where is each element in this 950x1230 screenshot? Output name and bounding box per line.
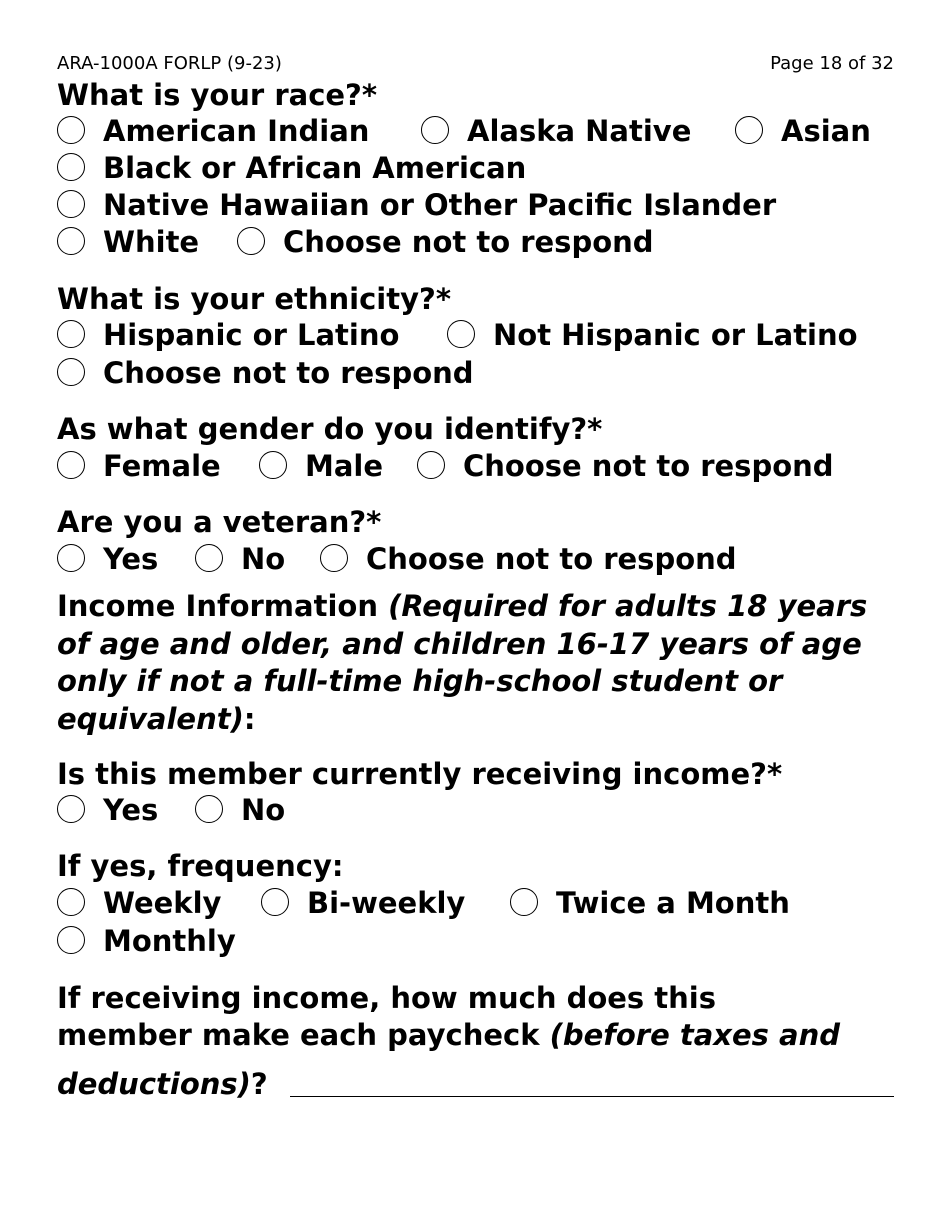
radio-button-icon[interactable] (417, 451, 445, 479)
ethnicity-row-1 (57, 317, 897, 354)
radio-button-icon[interactable] (237, 227, 265, 255)
page-number: Page 18 of 32 (770, 53, 894, 74)
income-info-title: Income Information (57, 589, 389, 623)
option-label: Yes (103, 542, 159, 576)
option-label: Yes (103, 793, 159, 827)
radio-button-icon[interactable] (195, 795, 223, 823)
race-row-2 (57, 150, 897, 187)
page-header (57, 52, 894, 76)
radio-button-icon[interactable] (57, 544, 85, 572)
frequency-row-2 (57, 923, 897, 960)
paycheck-question-line-2 (57, 1017, 840, 1054)
receiving-income-row (57, 792, 897, 829)
radio-button-icon[interactable] (259, 451, 287, 479)
option-label: Weekly (103, 886, 222, 920)
option-label: No (241, 793, 286, 827)
gender-question: As what gender do you identify?* (57, 412, 603, 446)
paycheck-line-3-italic: deductions) (57, 1067, 251, 1101)
option-label: Choose not to respond (103, 356, 474, 390)
option-label: Choose not to respond (366, 542, 737, 576)
veteran-row (57, 541, 897, 578)
radio-button-icon[interactable] (57, 153, 85, 181)
radio-button-icon[interactable] (735, 116, 763, 144)
radio-button-icon[interactable] (57, 190, 85, 218)
radio-button-icon[interactable] (57, 320, 85, 348)
radio-button-icon[interactable] (510, 888, 538, 916)
frequency-row-1 (57, 885, 897, 922)
paycheck-line-2-italic: (before taxes and (549, 1018, 841, 1052)
income-information-heading (57, 588, 897, 738)
option-label: Alaska Native (467, 114, 692, 148)
paycheck-question-line-1: If receiving income, how much does this (57, 981, 716, 1015)
radio-button-icon[interactable] (320, 544, 348, 572)
form-id: ARA-1000A FORLP (9-23) (57, 53, 282, 74)
race-row-4 (57, 224, 897, 261)
option-label: White (103, 225, 200, 259)
race-row-1 (57, 113, 897, 150)
option-label: Male (305, 449, 384, 483)
option-label: Female (103, 449, 221, 483)
option-label: American Indian (103, 114, 370, 148)
radio-button-icon[interactable] (421, 116, 449, 144)
option-label: Monthly (103, 924, 236, 958)
radio-button-icon[interactable] (57, 451, 85, 479)
ethnicity-question: What is your ethnicity?* (57, 282, 451, 316)
gender-row (57, 448, 897, 485)
radio-button-icon[interactable] (261, 888, 289, 916)
option-label: Asian (781, 114, 871, 148)
race-question: What is your race?* (57, 78, 378, 112)
income-info-suffix: : (243, 701, 256, 736)
radio-button-icon[interactable] (57, 926, 85, 954)
paycheck-question-line-3 (57, 1066, 268, 1103)
radio-button-icon[interactable] (57, 795, 85, 823)
receiving-income-question: Is this member currently receiving income?* (57, 757, 783, 791)
radio-button-icon[interactable] (57, 227, 85, 255)
radio-button-icon[interactable] (57, 888, 85, 916)
option-label: Black or African American (103, 151, 527, 185)
option-label: Twice a Month (556, 886, 790, 920)
radio-button-icon[interactable] (195, 544, 223, 572)
ethnicity-row-2 (57, 355, 897, 392)
paycheck-amount-field[interactable] (290, 1096, 894, 1097)
race-row-3 (57, 187, 897, 224)
paycheck-line-2-text: member make each paycheck (57, 1018, 550, 1052)
frequency-question: If yes, frequency: (57, 849, 344, 883)
paycheck-line-3-suffix: ? (250, 1067, 268, 1101)
option-label: Hispanic or Latino (103, 318, 400, 352)
option-label: Native Hawaiian or Other Pacific Islander (103, 188, 777, 222)
option-label: Choose not to respond (463, 449, 834, 483)
option-label: No (241, 542, 286, 576)
radio-button-icon[interactable] (57, 358, 85, 386)
income-info-note: (Required for adults 18 years of age and older, and children 16-17 years of age only if not a full-time high-school student or equivalent) (57, 589, 868, 736)
option-label: Not Hispanic or Latino (493, 318, 858, 352)
option-label: Bi-weekly (307, 886, 466, 920)
radio-button-icon[interactable] (447, 320, 475, 348)
veteran-question: Are you a veteran?* (57, 505, 382, 539)
option-label: Choose not to respond (283, 225, 654, 259)
radio-button-icon[interactable] (57, 116, 85, 144)
